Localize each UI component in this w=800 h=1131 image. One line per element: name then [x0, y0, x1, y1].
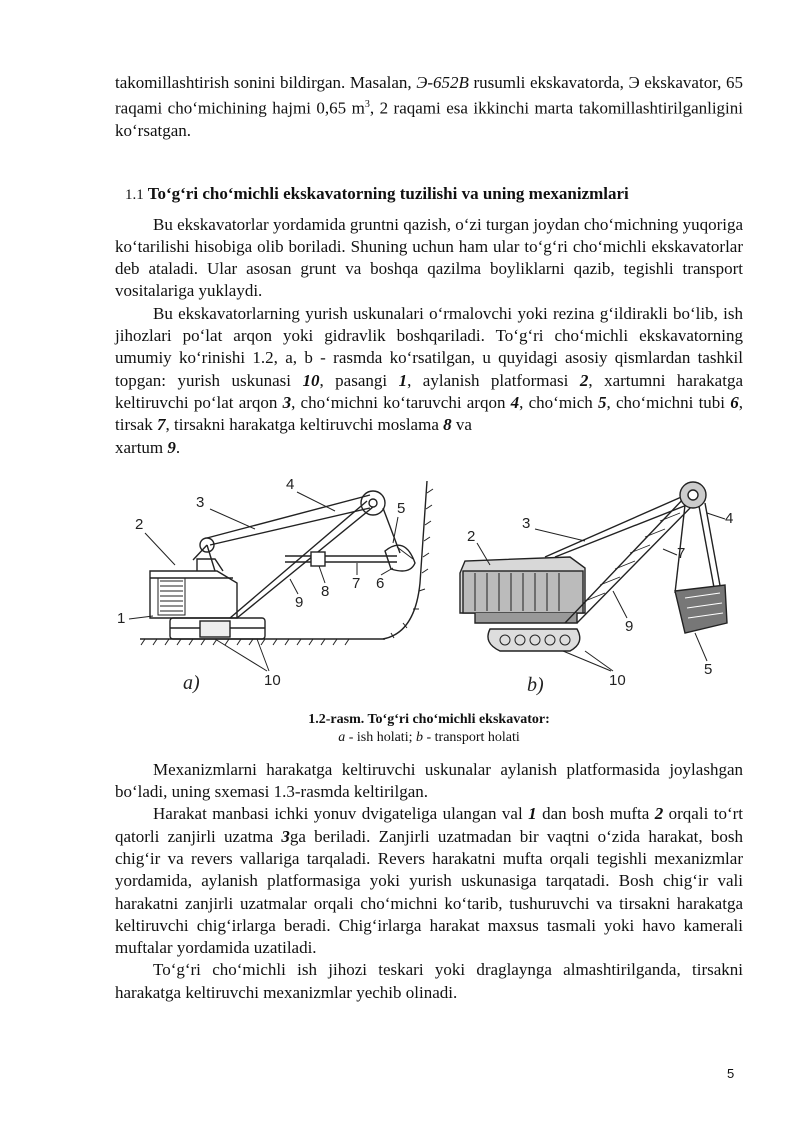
section-number: 1.1 [125, 186, 144, 203]
paragraph-2: Bu ekskavatorlarning yurish uskunalari o‘rmalovchi yoki rezina g‘ildirakli bo‘lib, ish jihozlari po‘lat arqon yoki gidravlik boshqariladi. To‘g‘ri cho‘michli ekskavatorning umumiy ko‘rinishi 1.2, a, b - rasmda ko‘rsatilgan, u quyidagi asosiy qismlardan tashkil topgan: yurish uskunasi 10, pasangi 1, aylanish platformasi 2, xartumni harakatga keltiruvchi po‘lat arqon 3, cho‘michni ko‘taruvchi arqon 4, cho‘mich 5, cho‘michni tubi 6, tirsak 7, tirsakni harakatga keltiruvchi moslama 8 va xartum 9. [115, 303, 743, 457]
label-a-4: 4 [286, 475, 295, 493]
excavator-transport-drawing [460, 482, 727, 651]
label-a-10: 10 [264, 671, 281, 689]
caption-title: 1.2-rasm. To‘g‘ri cho‘michli ekskavator: [308, 711, 550, 727]
label-b-9: 9 [625, 617, 634, 635]
label-b-7: 7 [677, 544, 686, 562]
label-b-4: 4 [725, 509, 734, 527]
figure-caption [115, 711, 743, 747]
excavator-figure [115, 473, 743, 709]
label-a-5: 5 [397, 499, 406, 517]
label-b-3: 3 [522, 514, 531, 532]
paragraph-intro: takomillashtirish sonini bildirgan. Masalan, Э-652В rusumli ekskavatorda, Э ekskavator, 65 raqami cho‘michining hajmi 0,65 $m^3$, 2 raqami esa ikkinchi marta takomillashtirilganligini ko‘rsatgan. [115, 73, 744, 141]
paragraph-5: To‘g‘ri cho‘michli ish jihozi teskari yoki draglaynga almashtirilganda, tirsakni harakatga keltiruvchi mexanizmlar yechib olinadi. [115, 960, 743, 1002]
paragraph-4: Harakat manbasi ichki yonuv dvigateliga ulangan val 1 dan bosh mufta 2 orqali to‘rt qatorli zanjirli uzatma 3ga beriladi. Zanjirli uzatmadan bir vaqtni o‘zida harakat, bosh chig‘ir va revers vallariga tarqaladi. Revers harakatni mufta orqali tegishli mexanizmlar yordamida, aylanish platformasiga yoki yurish uskunasiga tarqatadi. Bosh chig‘ir vali harakatni zanjirli uzatmalar orqali cho‘michni ko‘tarib, tushuruvchi va tirsakni harakatga keltiruvchi chig‘irlarga beradi. Chig‘irlarga harakat maxsus tasmali yoki havo kamerali muftalar yordamida uzatiladi. [115, 804, 743, 958]
paragraph-3: Mexanizmlarni harakatga keltiruvchi uskunalar aylanish platformasida joylashgan bo‘ladi, uning sxemasi 1.3-rasmda keltirilgan. [115, 759, 743, 802]
label-a-7: 7 [352, 574, 361, 592]
label-a-3: 3 [196, 493, 205, 511]
excavator-working-drawing [140, 481, 433, 645]
figure-a-sublabel: a) [183, 671, 200, 694]
label-a-2: 2 [135, 515, 144, 533]
label-b-2: 2 [467, 527, 476, 545]
superscript-3: 3 [364, 99, 370, 111]
document-page [115, 72, 743, 1004]
page-number: 5 [727, 1066, 735, 1081]
label-a-8: 8 [321, 582, 330, 600]
excavator-drawing [115, 473, 743, 709]
figure-b-sublabel: b) [527, 673, 544, 696]
label-a-1: 1 [117, 609, 126, 627]
caption-legend: a - ish holati; b - transport holati [338, 729, 520, 745]
label-b-10: 10 [609, 671, 626, 689]
label-a-9: 9 [295, 593, 304, 611]
label-a-6: 6 [376, 574, 385, 592]
model-code: Э-652В [416, 73, 469, 92]
paragraph-1: Bu ekskavatorlar yordamida gruntni qazish, o‘zi turgan joydan cho‘michning yuqoriga ko‘tarilishi hisobiga olib boriladi. Shuning uchun ham ular to‘g‘ri cho‘michli ekskavatorlar deb ataladi. Ular asosan grunt va boshqa qazilma boyliklarni qazib, tegishli transport vositalariga yuklaydi. [115, 214, 743, 301]
section-heading [125, 183, 743, 206]
label-b-5: 5 [704, 660, 713, 678]
section-title: To‘g‘ri cho‘michli ekskavatorning tuzilishi va uning mexanizmlari [147, 183, 629, 203]
